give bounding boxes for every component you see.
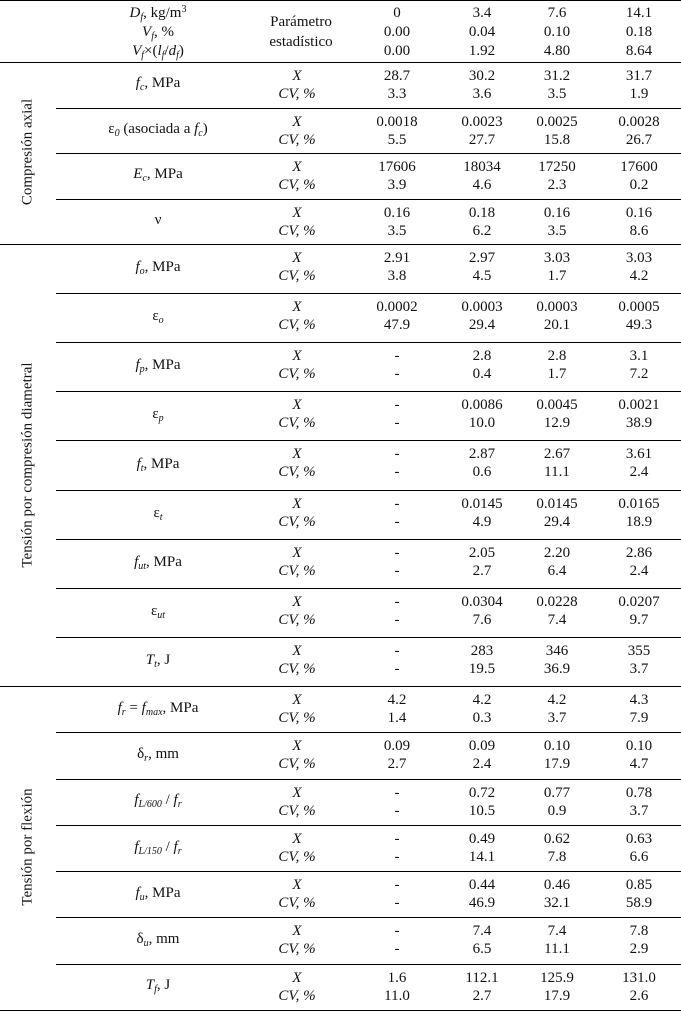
cell-cv: 18.9 [625, 513, 653, 530]
cell-cv: 3.9 [387, 177, 407, 193]
stat-cv-label: CV, % [278, 177, 316, 193]
row-label: $\varepsilon_p$ [152, 406, 164, 425]
row-label: $T_f$, J [145, 977, 171, 996]
cell-mean: - [394, 348, 400, 365]
section-label-axial-compression: Compresión axial [19, 98, 36, 206]
cell-cv: 7.8 [547, 848, 567, 865]
cell-mean: - [394, 495, 400, 512]
row-label: $\varepsilon_t$ [153, 504, 163, 523]
cell-cv: 29.4 [543, 513, 571, 530]
stat-mean-label: X [292, 446, 302, 463]
stat-cv-label: CV, % [278, 131, 316, 148]
cell-mean: - [394, 877, 400, 894]
cell-mean: 112.1 [465, 969, 499, 986]
stat-mean-label: X [292, 68, 302, 84]
cell-cv: 1.4 [387, 710, 407, 726]
cell-mean: 2.8 [472, 348, 492, 365]
row-label: $f_r = f_{max}$, MPa [117, 699, 199, 718]
stat-mean-label: X [292, 113, 302, 130]
cell-cv: 2.6 [629, 987, 649, 1004]
cell-mean: 0.18 [468, 204, 496, 221]
stat-cv-label: CV, % [278, 802, 316, 819]
cell-cv: 6.6 [629, 848, 649, 865]
cell-cv: 47.9 [383, 317, 411, 334]
row-rule [0, 244, 681, 245]
cell-mean: - [394, 544, 400, 561]
cell-cv: 0.9 [547, 802, 567, 819]
cell-cv: 20.1 [543, 317, 571, 334]
header-value: 1.92 [468, 43, 496, 59]
stat-cv-label: CV, % [278, 895, 316, 912]
stat-mean-label: X [292, 877, 302, 894]
cell-cv: 7.2 [629, 366, 649, 383]
section-label-flexural-tension: Tensión por flexión [19, 788, 36, 906]
top-rule [0, 0, 681, 1]
cell-cv: - [394, 848, 400, 865]
cell-mean: 3.1 [629, 348, 649, 365]
cell-mean: 0.16 [625, 204, 653, 221]
row-rule [56, 342, 681, 343]
stat-cv-label: CV, % [278, 848, 316, 865]
stat-cv-label: CV, % [278, 562, 316, 579]
header-param-label: Parámetro estadístico [269, 14, 333, 50]
cell-mean: 31.2 [543, 68, 571, 84]
cell-mean: 0.16 [383, 204, 411, 221]
cell-mean: 17250 [538, 159, 576, 175]
cell-cv: 3.6 [472, 86, 492, 102]
row-label: $\delta_r$, mm [137, 745, 179, 764]
cell-mean: 0.0018 [376, 113, 418, 130]
row-label: $f_{L/600} / f_r$ [134, 792, 182, 811]
cell-cv: 4.7 [629, 756, 649, 773]
cell-cv: 10.0 [468, 415, 496, 432]
cell-mean: 18034 [463, 159, 501, 175]
stat-cv-label: CV, % [278, 513, 316, 530]
row-rule [56, 732, 681, 733]
cell-mean: 0.0028 [618, 113, 660, 130]
cell-mean: - [394, 830, 400, 847]
cell-cv: - [394, 366, 400, 383]
stat-mean-label: X [292, 348, 302, 365]
cell-mean: 28.7 [383, 68, 411, 84]
row-rule [56, 588, 681, 589]
stat-cv-label: CV, % [278, 941, 316, 958]
stat-cv-label: CV, % [278, 464, 316, 481]
cell-mean: 355 [627, 642, 651, 659]
header-value: 0.00 [383, 43, 411, 59]
header-label-fiber-index: $V_f\times(l_f/d_f)$ [132, 43, 184, 61]
cell-cv: 0.2 [629, 177, 649, 193]
cell-mean: 2.86 [625, 544, 653, 561]
cell-mean: 0.0086 [461, 397, 503, 414]
cell-cv: 17.9 [543, 756, 571, 773]
cell-cv: 19.5 [468, 660, 496, 677]
cell-cv: - [394, 660, 400, 677]
stat-mean-label: X [292, 204, 302, 221]
row-label: $T_t$, J [145, 651, 171, 670]
cell-mean: 0.0228 [536, 593, 578, 610]
cell-cv: 2.3 [547, 177, 567, 193]
stat-mean-label: X [292, 544, 302, 561]
cell-cv: 36.9 [543, 660, 571, 677]
cell-cv: 2.7 [472, 987, 492, 1004]
cell-cv: 12.9 [543, 415, 571, 432]
stat-mean-label: X [292, 830, 302, 847]
cell-mean: 2.05 [468, 544, 496, 561]
cell-mean: 0.0003 [536, 299, 578, 316]
cell-cv: 7.9 [629, 710, 649, 726]
stat-cv-label: CV, % [278, 317, 316, 334]
stat-cv-label: CV, % [278, 660, 316, 677]
cell-mean: 0.0145 [461, 495, 503, 512]
cell-cv: 1.9 [629, 86, 649, 102]
header-value: 0.18 [625, 24, 653, 40]
header-rule [0, 62, 681, 63]
row-label: $E_c$, MPa [133, 166, 183, 185]
cell-mean: 4.3 [629, 692, 649, 708]
cell-mean: 125.9 [540, 969, 574, 986]
cell-cv: 11.0 [384, 987, 410, 1004]
cell-mean: 0.77 [543, 784, 571, 801]
cell-mean: 7.4 [547, 923, 567, 940]
stat-mean-label: X [292, 738, 302, 755]
stat-mean-label: X [292, 250, 302, 266]
header-value: 4.80 [543, 43, 571, 59]
cell-cv: 6.2 [472, 222, 492, 239]
cell-mean: 0.0003 [461, 299, 503, 316]
stat-mean-label: X [292, 923, 302, 940]
cell-cv: 4.9 [472, 513, 492, 530]
cell-cv: 2.7 [387, 756, 407, 773]
cell-mean: 2.20 [543, 544, 571, 561]
row-label: $\delta_u$, mm [136, 931, 180, 950]
stat-mean-label: X [292, 299, 302, 316]
cell-cv: 3.5 [547, 86, 567, 102]
cell-cv: 10.5 [468, 802, 496, 819]
cell-cv: 46.9 [468, 895, 496, 912]
row-rule [56, 871, 681, 872]
header-value: 0.10 [543, 24, 571, 40]
cell-mean: 0.0304 [461, 593, 503, 610]
cell-mean: - [394, 642, 400, 659]
row-label: $\varepsilon_{ut}$ [150, 602, 166, 621]
row-label: $\varepsilon_0$ (asociada a $f_c$) [108, 120, 208, 139]
stat-mean-label: X [292, 969, 302, 986]
stat-mean-label: X [292, 593, 302, 610]
cell-mean: 0.0002 [376, 299, 418, 316]
cell-mean: 17606 [378, 159, 416, 175]
cell-cv: 2.9 [629, 941, 649, 958]
header-label-fiber-dosage: $D_f$, $kg/m^3$ [129, 4, 187, 23]
cell-mean: 7.4 [472, 923, 492, 940]
cell-cv: 32.1 [543, 895, 571, 912]
stat-mean-label: X [292, 692, 302, 708]
cell-cv: 2.4 [472, 756, 492, 773]
cell-cv: - [394, 415, 400, 432]
cell-cv: 49.3 [625, 317, 653, 334]
row-rule [56, 917, 681, 918]
cell-cv: 58.9 [625, 895, 653, 912]
cell-cv: 0.3 [472, 710, 492, 726]
cell-mean: 2.87 [468, 446, 496, 463]
cell-cv: 3.8 [387, 268, 407, 284]
row-label: $f_p$, MPa [135, 357, 181, 376]
row-rule [0, 686, 681, 687]
cell-cv: 8.6 [629, 222, 649, 239]
header-value: 0 [393, 5, 401, 21]
cell-cv: 14.1 [468, 848, 496, 865]
cell-cv: 0.4 [472, 366, 492, 383]
stat-cv-label: CV, % [278, 366, 316, 383]
cell-cv: 2.7 [472, 562, 492, 579]
cell-mean: 4.2 [547, 692, 567, 708]
cell-cv: 27.7 [468, 131, 496, 148]
cell-cv: 0.6 [472, 464, 492, 481]
stat-cv-label: CV, % [278, 415, 316, 432]
cell-cv: 4.6 [472, 177, 492, 193]
cell-cv: 3.5 [387, 222, 407, 239]
cell-cv: 3.3 [387, 86, 407, 102]
cell-cv: 3.5 [547, 222, 567, 239]
row-rule [56, 440, 681, 441]
cell-cv: 7.6 [472, 611, 492, 628]
cell-mean: 0.85 [625, 877, 653, 894]
row-rule [56, 637, 681, 638]
cell-mean: 2.8 [547, 348, 567, 365]
cell-cv: 3.7 [629, 660, 649, 677]
stat-cv-label: CV, % [278, 987, 316, 1004]
stat-mean-label: X [292, 642, 302, 659]
cell-cv: - [394, 611, 400, 628]
cell-mean: 283 [470, 642, 494, 659]
cell-mean: 0.78 [625, 784, 653, 801]
cell-cv: - [394, 464, 400, 481]
row-label: $f_t$, MPa [136, 455, 180, 474]
cell-cv: 4.2 [629, 268, 649, 284]
cell-cv: - [394, 802, 400, 819]
stat-cv-label: CV, % [278, 268, 316, 284]
cell-mean: 3.03 [543, 250, 571, 266]
cell-cv: 29.4 [468, 317, 496, 334]
cell-cv: - [394, 513, 400, 530]
row-label: $\varepsilon_o$ [152, 308, 164, 327]
cell-mean: 3.61 [625, 446, 653, 463]
cell-cv: 7.4 [547, 611, 567, 628]
cell-cv: 3.7 [547, 710, 567, 726]
row-rule [56, 779, 681, 780]
cell-mean: 1.6 [387, 969, 407, 986]
cell-mean: 0.49 [468, 830, 496, 847]
stat-cv-label: CV, % [278, 222, 316, 239]
row-rule [56, 199, 681, 200]
cell-cv: 5.5 [387, 131, 407, 148]
cell-mean: 0.10 [625, 738, 653, 755]
cell-cv: 4.5 [472, 268, 492, 284]
cell-mean: 0.0005 [618, 299, 660, 316]
row-label: ν [154, 211, 162, 228]
stat-cv-label: CV, % [278, 611, 316, 628]
stat-cv-label: CV, % [278, 756, 316, 773]
row-label: $f_{L/150} / f_r$ [134, 838, 182, 857]
header-label-fiber-volume: $V_f$, % [142, 24, 174, 42]
cell-mean: 131.0 [622, 969, 656, 986]
cell-mean: 3.03 [625, 250, 653, 266]
header-value: 8.64 [625, 43, 653, 59]
stat-cv-label: CV, % [278, 86, 316, 102]
cell-mean: 17600 [620, 159, 658, 175]
cell-mean: - [394, 593, 400, 610]
header-value: 7.6 [547, 5, 567, 21]
row-rule [56, 490, 681, 491]
header-value: 0.00 [383, 24, 411, 40]
cell-mean: 0.09 [468, 738, 496, 755]
row-label: $f_u$, MPa [135, 884, 181, 903]
cell-cv: 1.7 [547, 268, 567, 284]
header-value: 0.04 [468, 24, 496, 40]
cell-cv: 15.8 [543, 131, 571, 148]
stat-cv-label: CV, % [278, 710, 316, 726]
cell-mean: 4.2 [387, 692, 407, 708]
cell-mean: 7.8 [629, 923, 649, 940]
cell-cv: 26.7 [625, 131, 653, 148]
cell-mean: 0.0021 [618, 397, 660, 414]
cell-mean: 31.7 [625, 68, 653, 84]
cell-mean: 0.0165 [618, 495, 660, 512]
cell-cv: - [394, 562, 400, 579]
row-rule [56, 108, 681, 109]
cell-cv: 3.7 [629, 802, 649, 819]
cell-mean: 0.09 [383, 738, 411, 755]
cell-cv: 2.4 [629, 562, 649, 579]
row-rule [56, 391, 681, 392]
row-label: $f_{ut}$, MPa [134, 553, 182, 572]
cell-mean: 0.44 [468, 877, 496, 894]
cell-cv: 6.5 [472, 941, 492, 958]
cell-cv: 9.7 [629, 611, 649, 628]
row-label: $f_c$, MPa [135, 75, 181, 94]
cell-cv: 11.1 [544, 464, 570, 481]
cell-cv: 1.7 [547, 366, 567, 383]
cell-mean: 0.63 [625, 830, 653, 847]
cell-cv: 11.1 [544, 941, 570, 958]
cell-mean: 0.0207 [618, 593, 660, 610]
row-label: $f_o$, MPa [135, 259, 181, 278]
cell-mean: - [394, 923, 400, 940]
cell-mean: 0.0025 [536, 113, 578, 130]
cell-mean: 346 [545, 642, 569, 659]
cell-mean: 0.62 [543, 830, 571, 847]
row-rule [56, 153, 681, 154]
cell-mean: 2.91 [383, 250, 411, 266]
stat-mean-label: X [292, 784, 302, 801]
row-rule [56, 539, 681, 540]
header-value: 14.1 [625, 5, 653, 21]
stat-mean-label: X [292, 397, 302, 414]
cell-mean: 0.72 [468, 784, 496, 801]
cell-mean: - [394, 784, 400, 801]
cell-mean: 4.2 [472, 692, 492, 708]
cell-mean: 0.0145 [536, 495, 578, 512]
row-rule [56, 964, 681, 965]
cell-mean: 2.97 [468, 250, 496, 266]
cell-cv: 17.9 [543, 987, 571, 1004]
cell-cv: 6.4 [547, 562, 567, 579]
cell-mean: 0.10 [543, 738, 571, 755]
cell-mean: - [394, 397, 400, 414]
header-value: 3.4 [472, 5, 492, 21]
cell-mean: - [394, 446, 400, 463]
cell-mean: 0.0023 [461, 113, 503, 130]
section-label-split-tension: Tensión por compresión diametral [19, 362, 36, 568]
row-rule [56, 825, 681, 826]
cell-mean: 30.2 [468, 68, 496, 84]
row-rule [0, 1010, 681, 1011]
stat-mean-label: X [292, 159, 302, 175]
cell-mean: 0.0045 [536, 397, 578, 414]
cell-cv: - [394, 941, 400, 958]
cell-mean: 2.67 [543, 446, 571, 463]
cell-cv: 2.4 [629, 464, 649, 481]
row-rule [56, 293, 681, 294]
cell-cv: - [394, 895, 400, 912]
cell-mean: 0.46 [543, 877, 571, 894]
cell-cv: 38.9 [625, 415, 653, 432]
cell-mean: 0.16 [543, 204, 571, 221]
stat-mean-label: X [292, 495, 302, 512]
